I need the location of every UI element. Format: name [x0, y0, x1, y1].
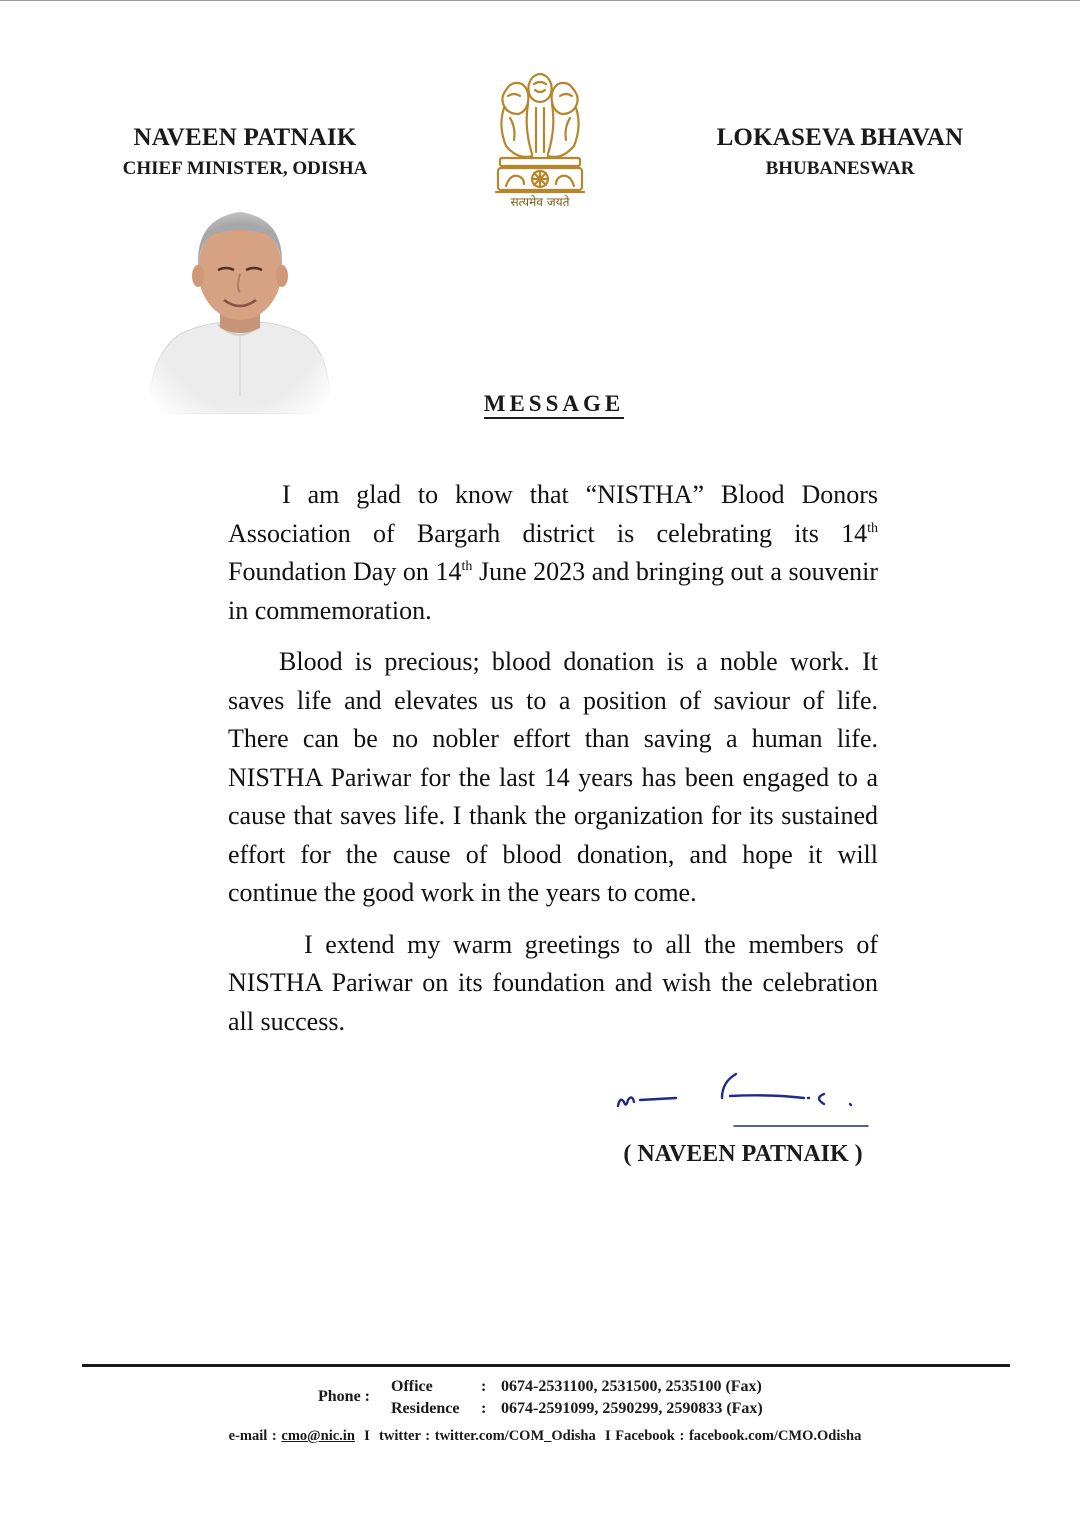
- address-block: [690, 124, 990, 180]
- office-numbers: 0674-2531100, 2531500, 2535100 (Fax): [501, 1378, 762, 1395]
- email-label: e-mail: [228, 1428, 268, 1444]
- sender-name: NAVEEN PATNAIK: [133, 124, 357, 151]
- facebook-label: Facebook: [615, 1428, 675, 1444]
- office-phone-row: Office : 0674-2531100, 2531500, 2535100 (Fax): [391, 1378, 762, 1395]
- sender-block: [90, 124, 400, 180]
- message-title: [0, 391, 1080, 417]
- contact-line: e-mail : cmo@nic.in I twitter : twitter.com/COM_Odisha I Facebook : facebook.com/CMO.Odisha: [228, 1428, 862, 1444]
- office-city: BHUBANESWAR: [765, 158, 915, 179]
- twitter-link[interactable]: twitter.com/COM_Odisha: [434, 1428, 596, 1444]
- email-link[interactable]: cmo@nic.in: [281, 1428, 355, 1444]
- paragraph-1: I am glad to know that “NISTHA” Blood Donors Association of Bargarh district is celebrating its 14th Foundation Day on 14th June 2023 and bringing out a souvenir in commemoration.: [228, 480, 878, 625]
- top-border: [0, 0, 1080, 1]
- residence-numbers: 0674-2591099, 2590299, 2590833 (Fax): [501, 1400, 763, 1417]
- paragraph-2: Blood is precious; blood donation is a noble work. It saves life and elevates us to a position of saviour of life. There can be no nobler effort than saving a human life. NISTHA Pariwar for the last 14 years has been engaged to a cause that saves life. I thank the organization for its sustained effort for the cause of blood donation, and hope it will continue the good work in the years to come.: [228, 647, 878, 907]
- signature: [610, 1068, 872, 1134]
- portrait-photo: [140, 196, 340, 414]
- phone-label: Phone :: [318, 1388, 370, 1405]
- message-title-text: MESSAGE: [484, 391, 624, 419]
- residence-phone-row: Residence : 0674-2591099, 2590299, 2590833 (Fax): [391, 1400, 763, 1417]
- message-body: [228, 476, 878, 1054]
- facebook-link[interactable]: facebook.com/CMO.Odisha: [688, 1428, 862, 1444]
- sender-title: CHIEF MINISTER, ODISHA: [122, 158, 368, 179]
- office-label: Office: [391, 1378, 433, 1395]
- twitter-label: twitter: [379, 1428, 421, 1444]
- signer-name: ( NAVEEN PATNAIK ): [623, 1141, 863, 1167]
- footer-divider: [82, 1364, 1010, 1367]
- office-name: LOKASEVA BHAVAN: [716, 124, 964, 151]
- emblem-motto: सत्यमेव जयते: [510, 195, 570, 209]
- residence-label: Residence: [391, 1400, 460, 1417]
- paragraph-3: I extend my warm greetings to all the members of NISTHA Pariwar on its foundation and wish the celebration all success.: [228, 929, 878, 1036]
